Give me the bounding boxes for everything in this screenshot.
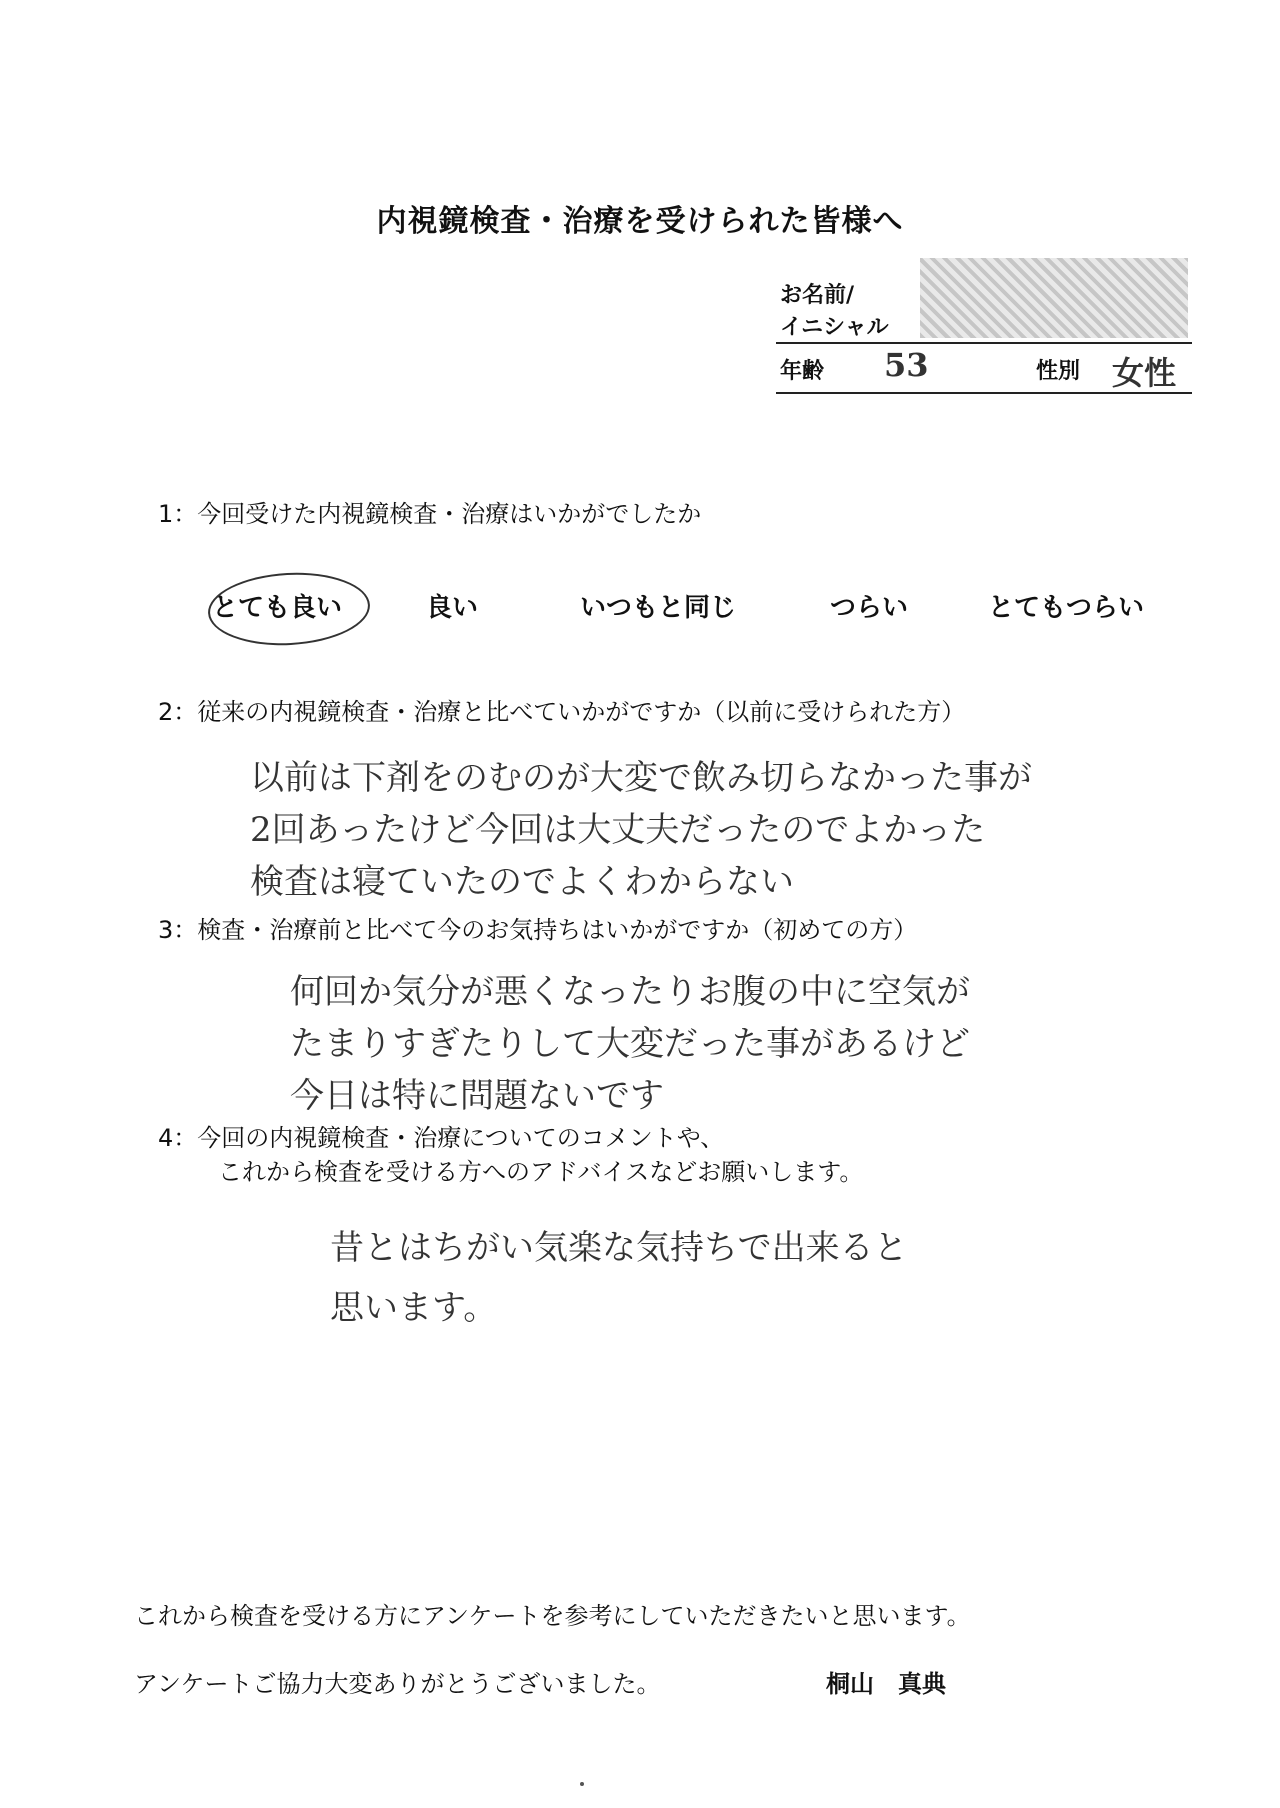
q2-answer-line: 以前は下剤をのむのが大変で飲み切らなかった事が <box>250 758 1032 798</box>
option-hard[interactable]: つらい <box>830 593 909 623</box>
name-label: お名前/ <box>780 283 855 308</box>
q2-answer-line: 検査は寝ていたのでよくわからない <box>250 862 794 902</box>
q4-answer-line: 思います。 <box>330 1288 498 1328</box>
q3-answer <box>290 966 970 1122</box>
name-underline <box>776 342 1192 344</box>
footer-thanks: アンケートご協力大変ありがとうございました。 <box>134 1670 661 1698</box>
question-1: 1：今回受けた内視鏡検査・治療はいかがでしたか <box>158 500 702 528</box>
age-sex-underline <box>776 392 1192 394</box>
redacted-name-mosaic <box>920 258 1188 338</box>
footer-request: これから検査を受ける方にアンケートを参考にしていただきたいと思います。 <box>134 1602 971 1630</box>
age-label: 年齢 <box>780 359 825 384</box>
question-4-line-2: これから検査を受ける方へのアドバイスなどお願いします。 <box>218 1158 864 1186</box>
sex-value: 女性 <box>1112 354 1177 392</box>
initial-label: イニシャル <box>780 315 889 340</box>
sex-label: 性別 <box>1036 359 1081 384</box>
q3-answer-line: たまりすぎたりして大変だった事があるけど <box>290 1024 970 1064</box>
question-3: 3：検査・治療前と比べて今のお気持ちはいかがですか（初めての方） <box>158 916 918 944</box>
footer-signature: 桐山 真典 <box>826 1670 946 1698</box>
scan-speck <box>580 1782 584 1786</box>
selected-option-circle <box>206 569 372 649</box>
q2-answer <box>250 752 1032 908</box>
q4-answer <box>330 1218 908 1338</box>
q2-answer-line: 2回あったけど今回は大丈夫だったのでよかった <box>250 810 986 850</box>
q3-answer-line: 何回か気分が悪くなったりお腹の中に空気が <box>290 972 970 1012</box>
option-very-hard[interactable]: とてもつらい <box>988 593 1145 623</box>
option-good[interactable]: 良い <box>426 593 479 623</box>
question-2: 2：従来の内視鏡検査・治療と比べていかがですか（以前に受けられた方） <box>158 698 966 726</box>
option-same-as-usual[interactable]: いつもと同じ <box>580 593 737 623</box>
page-title: 内視鏡検査・治療を受けられた皆様へ <box>376 204 904 239</box>
q3-answer-line: 今日は特に問題ないです <box>290 1076 664 1116</box>
q4-answer-line: 昔とはちがい気楽な気持ちで出来ると <box>330 1228 908 1268</box>
question-4-line-1: 4：今回の内視鏡検査・治療についてのコメントや、 <box>158 1124 725 1152</box>
option-very-good[interactable]: とても良い <box>212 593 343 623</box>
respondent-info <box>776 254 1192 396</box>
age-value: 53 <box>884 346 929 384</box>
